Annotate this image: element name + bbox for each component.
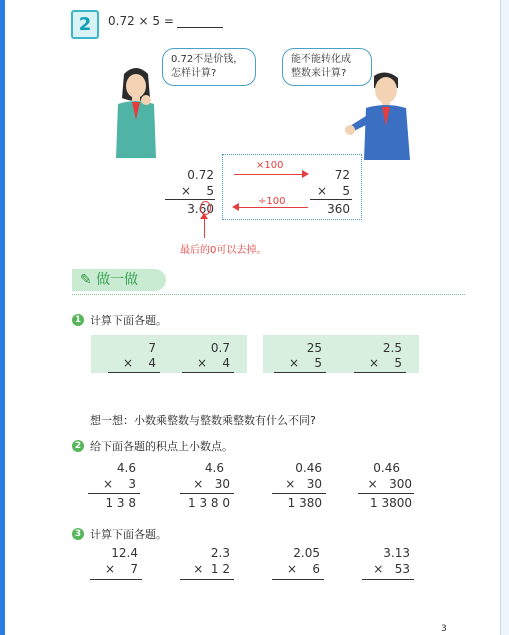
ex1-number-dot: 1 <box>72 314 84 326</box>
ex3-item2-top: 2.3 <box>210 546 230 560</box>
ex2-item1-bottom: × 3 <box>103 477 136 491</box>
boy-illustration <box>344 70 422 160</box>
page-number: 3 <box>441 624 447 634</box>
ex2-item1-line <box>88 493 140 494</box>
practice-section-label: 做一做 <box>96 272 139 288</box>
ex3-item4-bottom: × 53 <box>373 562 410 576</box>
calc-right-top: 72 <box>334 168 350 182</box>
ex3-instruction: 计算下面各题。 <box>90 528 167 541</box>
problem-expression-text: 0.72 × 5 = <box>108 14 174 28</box>
page-right-edge <box>500 0 509 635</box>
problem-number-badge: 2 <box>71 10 99 39</box>
calc-left-line <box>165 199 215 200</box>
ex1-think-question: 想一想：小数乘整数与整数乘整数有什么不同? <box>90 414 316 427</box>
ex1-item1-bottom: × 4 <box>123 356 156 370</box>
ex2-item2-result: 1 3 8 0 <box>188 496 230 510</box>
ex1-item1-top: 7 <box>148 341 156 355</box>
ex2-item3-result: 1 380 <box>287 496 322 510</box>
girl-speech-line1: 0.72不是价钱， <box>171 54 244 65</box>
girl-speech-bubble <box>162 48 256 86</box>
ex1-item3-top: 25 <box>306 341 322 355</box>
ex2-item1-top: 4.6 <box>116 461 136 475</box>
ex3-item1-top: 12.4 <box>111 546 138 560</box>
ex1-item2-bottom: × 4 <box>197 356 230 370</box>
girl-speech-line2: 怎样计算? <box>171 68 217 79</box>
forward-arrow-line <box>234 174 306 175</box>
boy-speech-line2: 整数来计算? <box>291 68 347 79</box>
ex3-item2-bottom: × 1 2 <box>193 562 230 576</box>
calc-left-result: 3.60 <box>187 202 214 216</box>
ex2-item1-result: 1 3 8 <box>105 496 136 510</box>
ex1-instruction: 计算下面各题。 <box>90 314 167 327</box>
calc-left-multiplier: × 5 <box>181 184 214 198</box>
ex1-item2-line <box>182 372 234 373</box>
girl-illustration <box>108 64 164 160</box>
calc-left-top: 0.72 <box>187 168 214 182</box>
boy-speech-line1: 能不能转化成 <box>291 54 351 65</box>
practice-section-title <box>72 269 166 291</box>
forward-arrow-head-icon <box>302 170 309 178</box>
divide-100-label: ÷100 <box>258 196 286 207</box>
back-arrow-line <box>238 207 308 208</box>
ex2-item3-bottom: × 30 <box>285 477 322 491</box>
answer-blank <box>177 15 223 28</box>
ex3-item3-line <box>272 579 324 580</box>
ex3-item4-line <box>362 579 414 580</box>
problem-expression <box>108 14 223 28</box>
ex2-item3-line <box>272 493 326 494</box>
ex2-item2-top: 4.6 <box>204 461 224 475</box>
ex1-item4-bottom: × 5 <box>369 356 402 370</box>
ex2-item4-top: 0.46 <box>373 461 400 475</box>
ex1-item3-bottom: × 5 <box>289 356 322 370</box>
calc-right-result: 360 <box>327 202 350 216</box>
back-arrow-head-icon <box>232 203 239 211</box>
ex2-instruction: 给下面各题的积点上小数点。 <box>90 440 233 453</box>
calc-right-line <box>310 199 352 200</box>
ex2-item4-line <box>358 493 414 494</box>
ex2-number-dot: 2 <box>72 440 84 452</box>
ex3-item3-top: 2.05 <box>293 546 320 560</box>
zero-removal-note: 最后的0可以去掉。 <box>180 245 267 256</box>
pencil-icon: ✎ <box>80 272 92 288</box>
note-pointer-arrow-icon <box>200 213 208 219</box>
ex2-item4-bottom: × 300 <box>367 477 412 491</box>
ex1-item4-line <box>354 372 406 373</box>
ex1-item1-line <box>108 372 160 373</box>
ex3-item2-line <box>180 579 234 580</box>
section-divider <box>72 294 465 295</box>
multiply-100-label: ×100 <box>256 160 284 171</box>
ex3-item1-line <box>90 579 142 580</box>
ex2-item2-line <box>180 493 234 494</box>
ex2-item3-top: 0.46 <box>295 461 322 475</box>
ex3-number-dot: 3 <box>72 528 84 540</box>
ex2-item4-result: 1 3800 <box>370 496 412 510</box>
ex3-item1-bottom: × 7 <box>105 562 138 576</box>
page-left-edge <box>0 0 5 635</box>
ex1-item2-top: 0.7 <box>210 341 230 355</box>
ex1-item4-top: 2.5 <box>382 341 402 355</box>
calc-right-multiplier: × 5 <box>317 184 350 198</box>
ex1-item3-line <box>274 372 326 373</box>
ex2-item2-bottom: × 30 <box>193 477 230 491</box>
ex3-item3-bottom: × 6 <box>287 562 320 576</box>
ex3-item4-top: 3.13 <box>383 546 410 560</box>
note-pointer-line <box>204 216 205 238</box>
